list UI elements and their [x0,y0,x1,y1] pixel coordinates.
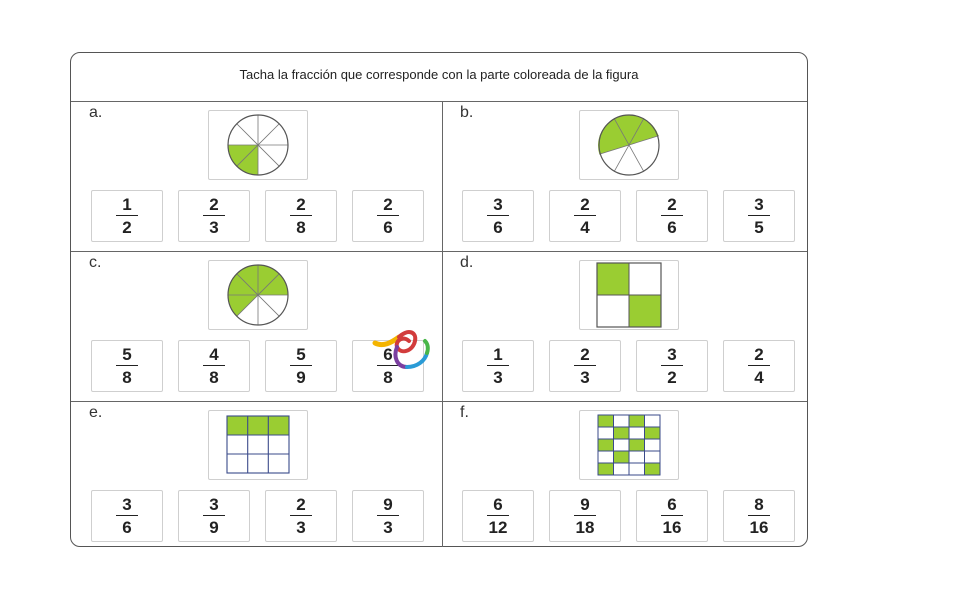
exercise-a [71,102,440,252]
answer-option[interactable] [462,340,534,392]
numerator: 3 [667,345,677,364]
denominator: 2 [667,368,677,387]
fraction-bar [574,215,596,216]
fraction-bar [487,365,509,366]
exercise-d [442,252,811,402]
denominator: 5 [754,218,764,237]
numerator: 5 [296,345,306,364]
denominator: 16 [749,518,769,537]
fraction-bar [748,215,770,216]
fraction-bar [290,515,312,516]
exercise-f [442,402,811,552]
numerator: 8 [754,495,764,514]
answer-option[interactable] [265,190,337,242]
numerator: 1 [122,195,132,214]
denominator: 6 [122,518,132,537]
denominator: 8 [296,218,306,237]
numerator: 1 [493,345,503,364]
numerator: 9 [383,495,393,514]
numerator: 5 [122,345,132,364]
fraction-bar [487,515,509,516]
answer-option[interactable] [723,190,795,242]
fraction-bar [377,215,399,216]
fraction-bar [748,365,770,366]
answer-option[interactable] [265,340,337,392]
denominator: 2 [122,218,132,237]
grid-ninths-figure [225,414,291,476]
exercise-letter: d. [460,254,474,271]
denominator: 3 [296,518,306,537]
numerator: 3 [122,495,132,514]
answer-option[interactable] [636,340,708,392]
figure-box [208,260,308,330]
numerator: 2 [754,345,764,364]
denominator: 6 [493,218,503,237]
denominator: 4 [754,368,764,387]
answer-option[interactable] [636,490,708,542]
numerator: 6 [383,345,393,364]
numerator: 3 [754,195,764,214]
fraction-bar [116,365,138,366]
numerator: 2 [667,195,677,214]
circle-sixths-figure [594,112,664,178]
denominator: 3 [580,368,590,387]
answer-option[interactable] [549,190,621,242]
numerator: 4 [209,345,219,364]
figure-box [579,260,679,330]
denominator: 9 [296,368,306,387]
answer-option[interactable] [265,490,337,542]
denominator: 8 [209,368,219,387]
exercise-letter: c. [89,254,102,271]
exercise-e [71,402,440,552]
figure-box [208,110,308,180]
denominator: 16 [662,518,682,537]
fraction-bar [290,215,312,216]
answer-option[interactable] [91,190,163,242]
circle-eighths-figure [223,112,293,178]
denominator: 6 [667,218,677,237]
answer-option[interactable] [723,340,795,392]
figure-box [208,410,308,480]
numerator: 2 [383,195,393,214]
fraction-bar [203,365,225,366]
numerator: 3 [209,495,219,514]
answer-option[interactable] [549,340,621,392]
answer-option[interactable] [178,490,250,542]
fraction-bar [661,215,683,216]
figure-box [579,410,679,480]
denominator: 3 [493,368,503,387]
answer-option[interactable] [178,190,250,242]
answer-option[interactable] [462,190,534,242]
denominator: 9 [209,518,219,537]
fraction-bar [203,215,225,216]
square-quarters-figure [596,262,662,328]
fraction-bar [661,515,683,516]
worksheet [70,52,808,547]
denominator: 8 [383,368,393,387]
answer-option[interactable] [549,490,621,542]
exercise-letter: a. [89,104,103,121]
denominator: 3 [383,518,393,537]
denominator: 12 [488,518,508,537]
answer-option[interactable] [91,490,163,542]
checker-grid-figure [596,413,662,477]
numerator: 9 [580,495,590,514]
exercise-letter: f. [460,404,469,421]
numerator: 3 [493,195,503,214]
numerator: 6 [667,495,677,514]
numerator: 6 [493,495,503,514]
numerator: 2 [209,195,219,214]
exercise-letter: e. [89,404,103,421]
fraction-bar [290,365,312,366]
figure-box [579,110,679,180]
numerator: 2 [580,195,590,214]
numerator: 2 [580,345,590,364]
fraction-bar [574,365,596,366]
fraction-bar [203,515,225,516]
fraction-bar [748,515,770,516]
numerator: 2 [296,495,306,514]
answer-option[interactable] [352,490,424,542]
answer-option[interactable] [723,490,795,542]
denominator: 18 [575,518,595,537]
denominator: 4 [580,218,590,237]
answer-option[interactable] [352,190,424,242]
answer-option[interactable] [91,340,163,392]
denominator: 6 [383,218,393,237]
circle-eighths-figure [223,262,293,328]
answer-option[interactable] [636,190,708,242]
exercise-letter: b. [460,104,474,121]
exercise-b [442,102,811,252]
denominator: 3 [209,218,219,237]
swirl-logo-icon [371,321,433,383]
denominator: 8 [122,368,132,387]
answer-option[interactable] [178,340,250,392]
fraction-bar [487,215,509,216]
fraction-bar [661,365,683,366]
fraction-bar [116,215,138,216]
answer-option[interactable] [462,490,534,542]
worksheet-title: Tacha la fracción que corresponde con la parte coloreada de la figura [239,67,639,82]
fraction-bar [377,515,399,516]
fraction-bar [574,515,596,516]
fraction-bar [116,515,138,516]
numerator: 2 [296,195,306,214]
